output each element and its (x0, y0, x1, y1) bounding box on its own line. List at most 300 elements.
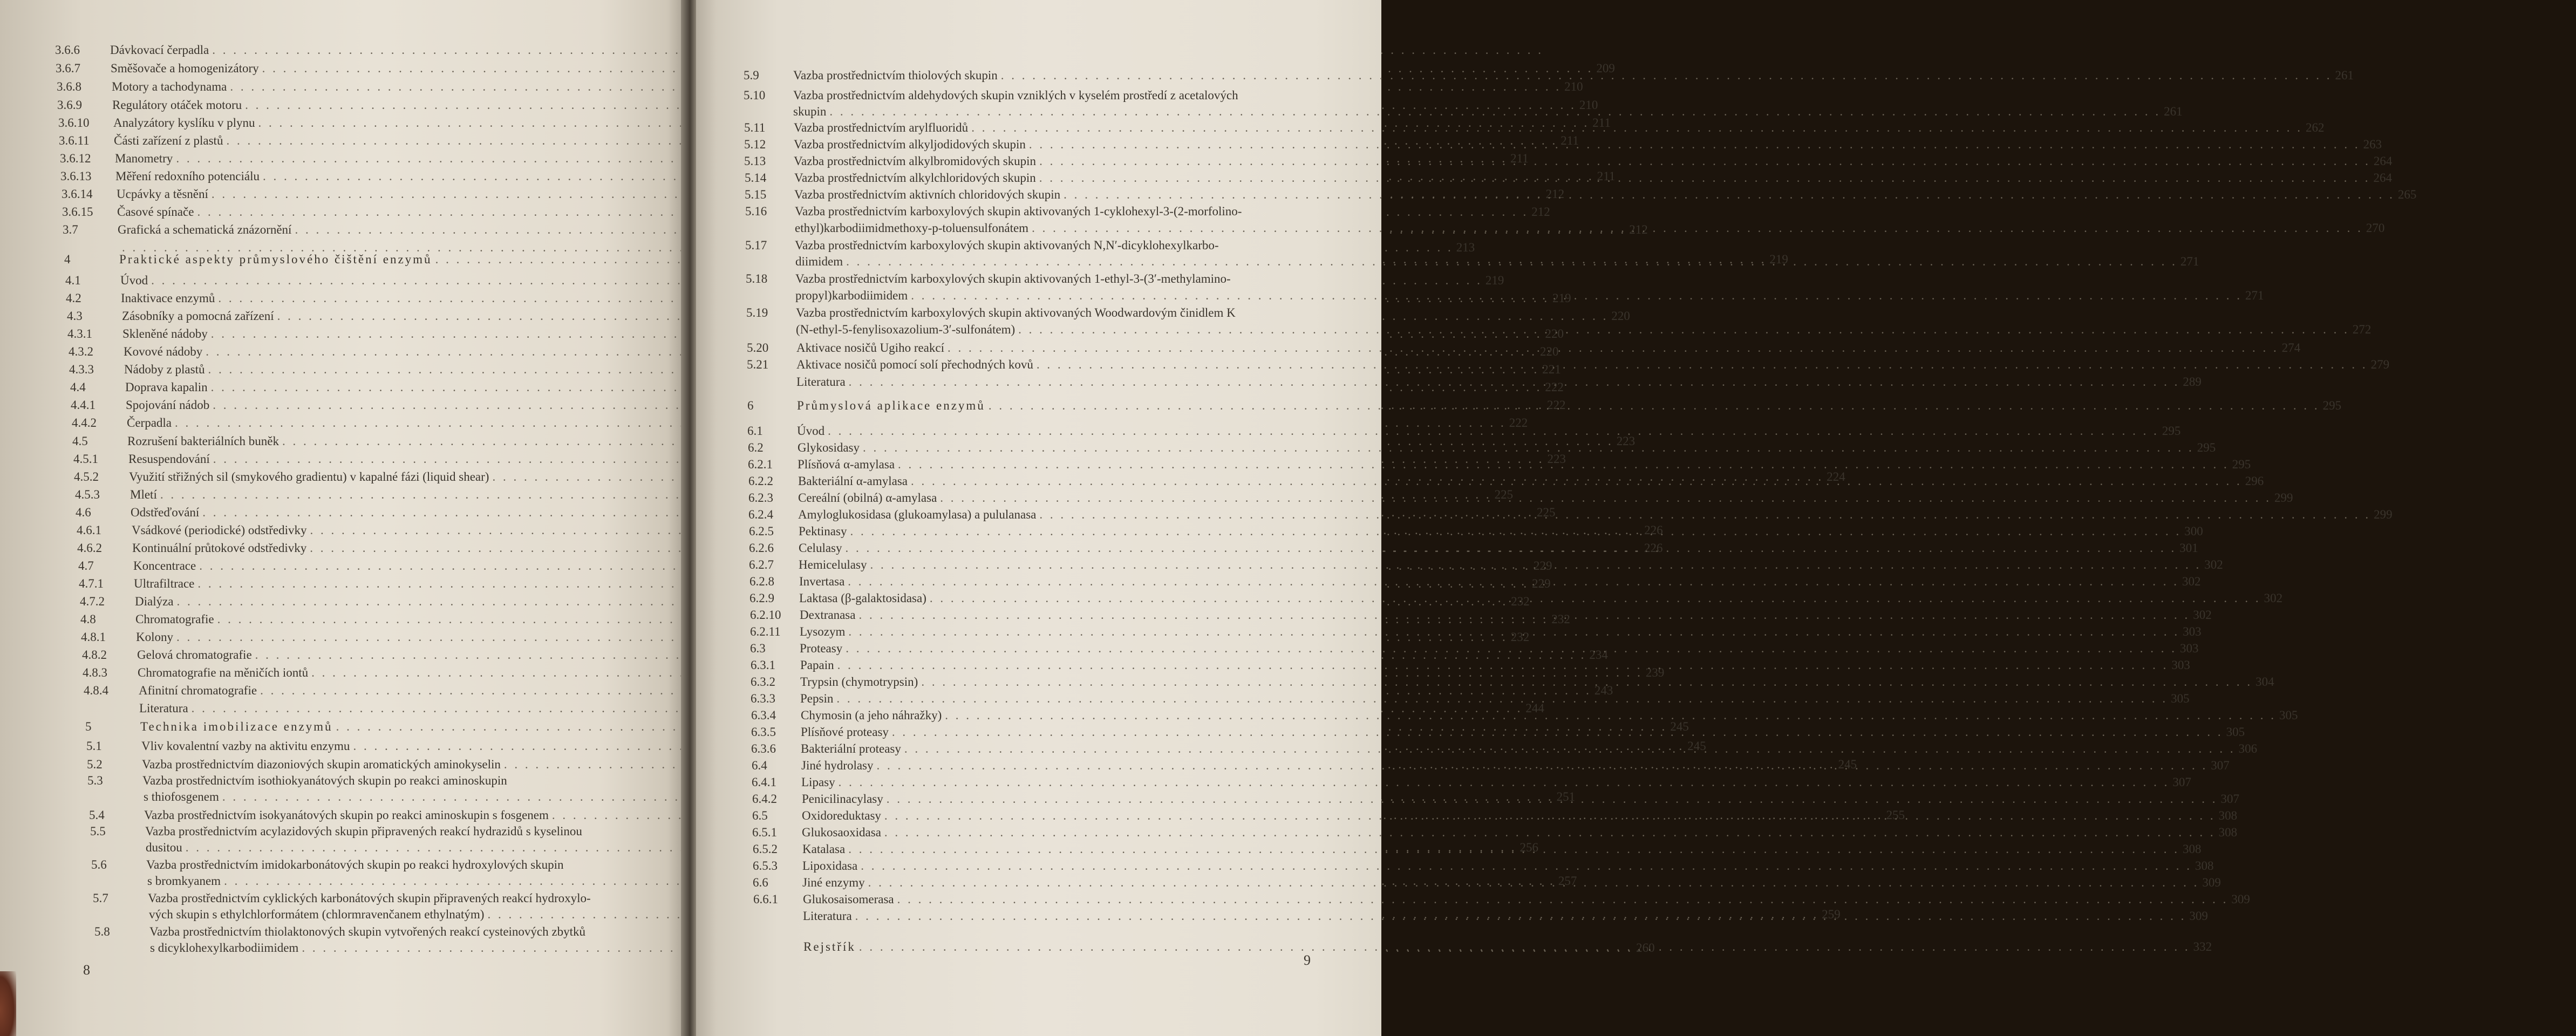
toc-leader-dots (846, 540, 2177, 556)
toc-entry-number: 5.17 (745, 238, 767, 252)
toc-leader-dots (921, 674, 2252, 690)
toc-entry-title: Invertasa (799, 575, 845, 588)
toc-leader-dots (828, 423, 2159, 439)
toc-entry-title: Glykosidasy (798, 441, 860, 454)
toc-entry-page: 222 (1509, 416, 1528, 430)
toc-entry-number: 5.20 (747, 341, 769, 355)
toc-entry-number: 3.6.9 (57, 98, 82, 112)
toc-entry-page: 232 (1551, 612, 1570, 626)
toc-entry-title: Vazba prostřednictvím thiolaktonových skupin vytvořených reakcí cysteinových zbytků (149, 925, 585, 938)
book-gutter (681, 0, 696, 1036)
toc-entry-page: 305 (2171, 692, 2190, 705)
toc-entry-number: 4.3.1 (67, 327, 92, 340)
toc-entry (752, 774, 2191, 790)
toc-entry-title: Části zařízení z plastů (114, 134, 223, 147)
toc-entry-title: Pektinasy (799, 524, 847, 538)
toc-entry (744, 87, 1306, 104)
toc-leader-dots (1039, 507, 2370, 523)
toc-entry-page: 219 (1769, 253, 1788, 266)
toc-entry-number: 6.3.2 (751, 675, 775, 689)
toc-entry-number: 3.6.6 (55, 43, 80, 57)
toc-entry (746, 271, 1308, 287)
toc-entry-title: Analyzátory kyslíku v plynu (113, 116, 255, 130)
toc-entry-page: 211 (1597, 169, 1616, 183)
toc-entry-page: 308 (2218, 826, 2238, 839)
toc-entry-page: 229 (1532, 577, 1551, 590)
toc-entry-number: 6.5.3 (753, 859, 778, 873)
toc-leader-dots (870, 557, 2201, 573)
toc-entry-number: 4.4 (70, 380, 86, 394)
toc-entry-title: Kontinuální průtokové odstředivky (132, 541, 307, 555)
toc-leader-dots (836, 691, 2168, 707)
toc-leader-dots (861, 858, 2192, 874)
toc-leader-dots (948, 340, 2279, 356)
toc-entry-title: dusitou (146, 841, 182, 854)
toc-entry-title: Grafická a schematická znázornění (118, 223, 292, 236)
toc-leader-dots (1037, 357, 2368, 373)
toc-entry-title: Zásobníky a pomocná zařízení (122, 309, 274, 323)
toc-entry-number: 3.6.13 (60, 169, 92, 183)
toc-entry-title: Jiné enzymy (802, 876, 865, 889)
toc-entry-number: 4.8 (80, 612, 96, 626)
toc-entry-number: 4.5 (72, 434, 88, 448)
toc-entry-page: 299 (2274, 491, 2293, 505)
toc-leader-dots (863, 440, 2194, 456)
toc-leader-dots (1032, 220, 2363, 236)
toc-entry-title: Aktivace nosičů pomocí solí přechodných kovů (796, 358, 1033, 371)
toc-entry-title: Kolony (136, 630, 173, 644)
toc-entry-title: Vazba prostřednictvím alkylbromidových skupin (794, 154, 1037, 168)
toc-entry-title: Plísňová α-amylasa (798, 458, 895, 471)
toc-entry-page: 300 (2184, 524, 2203, 538)
toc-entry-number: 5.16 (745, 205, 767, 218)
toc-leader-dots (911, 288, 2242, 304)
toc-entry-number: 4 (64, 253, 71, 266)
toc-entry-title: vých skupin s ethylchlorformátem (chlormravenčanem ethylnatým) (149, 908, 485, 921)
toc-entry-page: 265 (2397, 188, 2417, 201)
toc-entry-title: Regulátory otáček motoru (112, 98, 242, 112)
toc-entry-title: Katalasa (802, 842, 846, 856)
toc-entry-page: 301 (2179, 541, 2198, 555)
toc-entry-number: 5.1 (86, 739, 102, 753)
toc-entry-page: 295 (2322, 399, 2342, 412)
toc-entry-title: Vazba prostřednictvím alkyljodidových skupin (794, 138, 1026, 151)
toc-entry-title: Vazba prostřednictvím alkylchloridových skupin (794, 171, 1036, 185)
toc-entry-title: Glukosaisomerasa (803, 892, 894, 906)
toc-entry-page: 305 (2279, 708, 2298, 722)
toc-entry-page: 219 (1552, 291, 1571, 305)
toc-entry (753, 858, 2214, 874)
toc-entry-number: 4.5.3 (75, 488, 100, 501)
toc-entry-title: Vazba prostřednictvím arylfluoridů (794, 121, 969, 134)
toc-entry-title: Vazba prostřednictvím aldehydových skupin vzniklých v kyselém prostředí z acetalových (793, 88, 1238, 102)
toc-entry-page: 245 (1687, 739, 1706, 753)
toc-entry (94, 924, 696, 940)
toc-entry-number: 5.7 (93, 891, 108, 905)
toc-leader-dots (846, 640, 2177, 657)
toc-entry-title: Jiné hydrolasy (801, 759, 874, 772)
toc-leader-dots (1039, 170, 2370, 186)
toc-entry-title: Literatura (796, 375, 846, 388)
toc-entry-page: 226 (1644, 523, 1663, 537)
toc-entry-title: Glukosaoxidasa (802, 826, 881, 839)
toc-entry-number: 5.4 (89, 808, 105, 822)
toc-entry-number: 5.15 (745, 188, 767, 201)
toc-entry-title: Vazba prostřednictvím thiolových skupin (793, 69, 998, 82)
toc-entry-number: 6.2.4 (748, 508, 773, 521)
toc-leader-dots (848, 841, 2179, 857)
toc-entry-title: Pepsin (800, 692, 834, 705)
toc-entry-number: 6.2.3 (748, 491, 773, 505)
toc-entry-title: Ultrafiltrace (134, 577, 195, 590)
toc-entry-title: Využití střižných sil (smykového gradientu) v kapalné fázi (liquid shear) (129, 470, 489, 483)
toc-entry-page: 289 (2183, 375, 2202, 388)
toc-entry-title: Technika imobilizace enzymů (140, 720, 333, 733)
toc-entry-page: 263 (2363, 138, 2382, 151)
toc-entry-number: 5.19 (746, 306, 768, 319)
toc-entry-title: Chymosin (a jeho náhražky) (801, 708, 942, 722)
toc-entry-title: Vazba prostřednictvím cyklických karbonátových skupin připravených reakcí hydroxylo- (148, 891, 591, 905)
toc-entry-number: 6.6 (753, 876, 768, 889)
toc-leader-dots (911, 473, 2242, 489)
toc-entry-page: 210 (1564, 80, 1583, 93)
toc-entry-number: 6.4.2 (752, 792, 777, 806)
toc-entry-title: diimidem (795, 255, 843, 268)
toc-entry-number: 5.6 (91, 858, 107, 871)
toc-entry-page: 303 (2179, 642, 2199, 655)
toc-entry-title: Cereální (obilná) α-amylasa (798, 491, 937, 505)
toc-entry-number: 6.3.3 (751, 692, 775, 705)
toc-entry-number: 4.4.2 (72, 416, 97, 430)
toc-entry-page: 332 (2193, 940, 2212, 953)
toc-entry-number: 6.3 (750, 642, 766, 655)
toc-entry-page: 270 (2366, 221, 2385, 235)
toc-entry-page: 221 (1542, 363, 1561, 376)
toc-entry-title: ethyl)karbodiimidmethoxy-p-toluensulfonátem (795, 221, 1029, 235)
toc-entry-number: 6.2.9 (749, 591, 774, 605)
toc-entry-page: 304 (2255, 675, 2274, 689)
toc-leader-dots (837, 657, 2169, 673)
toc-leader-dots (930, 590, 2261, 606)
toc-entry-title: Trypsin (chymotrypsin) (800, 675, 918, 689)
toc-entry-title: s bromkyanem (147, 874, 221, 888)
toc-entry-number: 6.2 (748, 441, 764, 454)
toc-leader-dots (877, 758, 2208, 774)
toc-entry-page: 256 (1519, 841, 1538, 854)
toc-entry-number: 3.6.15 (62, 205, 93, 219)
toc-entry-page: 262 (2305, 121, 2325, 134)
toc-entry-title: propyl)karbodiimidem (795, 289, 908, 302)
toc-leader-dots (846, 254, 2177, 270)
toc-entry-page: 225 (1537, 506, 1556, 519)
toc-entry-page: 255 (1886, 808, 1905, 822)
toc-entry-title: Vazba prostřednictvím acylazidových skupin připravených reakcí hydrazidů s kyselinou (145, 824, 582, 838)
toc-entry-title: Měření redoxního potenciálu (115, 169, 260, 183)
toc-entry-number: 5.12 (744, 138, 766, 151)
toc-entry-number: 6.2.6 (749, 541, 774, 555)
toc-entry-number: 5.11 (744, 121, 766, 134)
toc-entry-number: 5.3 (87, 774, 103, 787)
toc-entry-number: 4.7.1 (79, 577, 104, 590)
toc-entry-title: Ucpávky a těsnění (117, 187, 208, 201)
toc-entry-title: Laktasa (β-galaktosidasa) (799, 591, 926, 605)
toc-entry-number: 3.6.11 (59, 134, 90, 147)
page-number-left: 8 (83, 962, 90, 978)
toc-entry-title: Vsádkové (periodické) odstředivky (132, 523, 307, 537)
toc-entry-number: 4.7.2 (80, 595, 105, 608)
toc-leader-dots (887, 791, 2218, 807)
toc-entry-page: 220 (1545, 327, 1564, 340)
toc-entry-page: 213 (1456, 241, 1475, 254)
toc-entry-page: 245 (1670, 720, 1689, 733)
toc-entry-title: Úvod (120, 274, 148, 287)
toc-entry-number: 4.8.4 (84, 684, 108, 697)
toc-leader-dots (884, 824, 2216, 841)
toc-entry-page: 306 (2238, 742, 2258, 755)
toc-entry-page: 309 (2189, 909, 2208, 923)
toc-leader-dots (892, 724, 2223, 740)
toc-entry-number: 5.10 (744, 88, 766, 102)
toc-entry-number: 6.5.2 (753, 842, 778, 856)
toc-entry-number: 6.2.2 (748, 474, 773, 488)
toc-leader-dots (1029, 137, 2360, 153)
toc-entry-page: 220 (1611, 309, 1630, 323)
toc-entry-title: Dextranasa (800, 608, 856, 622)
toc-entry-number: 4.3 (67, 309, 83, 323)
toc-entry-number: 5.18 (746, 272, 768, 285)
toc-entry-title: Směšovače a homogenizátory (111, 62, 259, 75)
toc-entry-number: 6.6.1 (753, 892, 778, 906)
toc-entry-number: 4.7 (78, 559, 94, 572)
toc-entry-number: 6 (747, 399, 754, 412)
toc-entry-title: Celulasy (799, 541, 842, 555)
toc-leader-dots (868, 875, 2199, 891)
toc-entry-title: Vazba prostřednictvím karboxylových skupin aktivovaných 1-cyklohexyl-3-(2-morfolino- (795, 205, 1242, 218)
toc-entry-title: Průmyslová aplikace enzymů (797, 399, 985, 412)
toc-entry-title: skupin (793, 105, 827, 118)
toc-entry (55, 42, 656, 58)
toc-entry (93, 890, 694, 906)
toc-entry-page: 220 (1540, 345, 1559, 358)
toc-entry-title: Skleněné nádoby (122, 327, 208, 340)
toc-entry-page: 305 (2226, 725, 2245, 739)
toc-entry (745, 237, 1307, 254)
toc-entry-title: Vazba prostřednictvím karboxylových skupin aktivovaných Woodwardovým činidlem K (796, 306, 1236, 319)
toc-entry-page: 226 (1644, 541, 1663, 555)
toc-leader-dots (971, 120, 2302, 136)
toc-entry-page: 308 (2195, 859, 2214, 873)
toc-entry-number: 6.4.1 (752, 775, 776, 789)
toc-entry-title: Kovové nádoby (124, 345, 203, 358)
toc-entry-number: 5 (85, 720, 92, 733)
toc-entry-title: Lipoxidasa (802, 859, 858, 873)
toc-entry-page: 308 (2182, 842, 2202, 856)
toc-entry-number: 4.8.2 (82, 648, 107, 662)
toc-entry-page: 212 (1531, 205, 1550, 219)
toc-entry-title: Odstřeďování (131, 506, 200, 519)
toc-entry-page: 211 (1510, 152, 1529, 165)
toc-entry-number: 3.6.7 (56, 62, 80, 75)
toc-entry-page: 244 (1525, 701, 1544, 715)
toc-entry-page: 261 (2164, 105, 2183, 118)
toc-entry-page: 303 (2171, 658, 2190, 672)
toc-entry-page: 211 (1592, 116, 1611, 130)
toc-entry-page: 309 (2231, 892, 2250, 906)
toc-entry-title: Proteasy (800, 642, 843, 655)
toc-entry-title: Literatura (803, 909, 852, 923)
toc-leader-dots (1039, 153, 2370, 169)
toc-entry-page: 229 (1533, 559, 1552, 572)
toc-entry-number: 4.4.1 (71, 398, 96, 412)
toc-entry-number: 3.6.12 (60, 152, 91, 165)
toc-entry-title: Vazba prostřednictvím diazoniových skupin aromatických aminokyselin (142, 758, 501, 771)
toc-entry-page: 302 (2204, 558, 2223, 571)
toc-entry-title: Vliv kovalentní vazby na aktivitu enzymu (141, 739, 350, 753)
toc-leader-dots (1001, 67, 2332, 84)
toc-leader-dots (829, 104, 2161, 120)
toc-entry-title: Spojování nádob (126, 398, 210, 412)
toc-entry-number: 6.2.7 (749, 558, 774, 571)
toc-entry-page: 302 (2193, 608, 2212, 622)
toc-entry-title: Chromatografie na měničích iontů (138, 666, 309, 679)
toc-entry (87, 773, 689, 789)
toc-entry-number: 5.13 (744, 154, 766, 168)
toc-entry-number: 4.3.3 (69, 363, 94, 376)
toc-leader-dots (849, 374, 2180, 390)
toc-entry-title: Bakteriální proteasy (801, 742, 901, 755)
toc-leader-dots (848, 624, 2179, 640)
toc-entry-number: 6.3.1 (751, 658, 775, 672)
toc-entry-page: 223 (1616, 434, 1635, 448)
toc-entry-page: 299 (2374, 508, 2393, 521)
toc-entry-title: Afinitní chromatografie (139, 684, 257, 697)
toc-leader-dots (897, 891, 2229, 908)
toc-entry-title: Inaktivace enzymů (121, 291, 215, 305)
toc-entry (751, 674, 2274, 690)
toc-entry-page: 251 (1556, 790, 1576, 803)
toc-entry-title: Koncentrace (133, 559, 196, 572)
toc-entry-page: 307 (2172, 775, 2191, 789)
toc-leader-dots (1018, 322, 2349, 338)
toc-entry-title: Rejstřík (803, 940, 856, 953)
toc-entry-number: 4.2 (66, 291, 81, 305)
toc-entry-page: 302 (2182, 575, 2201, 588)
toc-entry-title: Čerpadla (127, 416, 172, 430)
toc-entry-number: 4.6.1 (77, 523, 101, 537)
toc-entry-title: Bakteriální α-amylasa (798, 474, 908, 488)
toc-entry-number: 4.5.1 (73, 452, 98, 466)
toc-entry-title: Papain (800, 658, 834, 672)
toc-entry (752, 824, 2238, 841)
toc-entry-title: Chromatografie (135, 612, 214, 626)
toc-entry-title: Manometry (115, 152, 173, 165)
toc-entry (90, 823, 691, 840)
toc-entry-page: 223 (1547, 452, 1566, 466)
toc-entry-page: 210 (1579, 98, 1598, 112)
toc-entry-title: Časové spínače (117, 205, 194, 219)
toc-entry-title: Lipasy (801, 775, 835, 789)
toc-entry-number: 4.8.1 (81, 630, 106, 644)
toc-entry-page: 264 (2373, 154, 2393, 168)
toc-entry-title: Gelová chromatografie (137, 648, 252, 662)
toc-entry-number: 5.8 (94, 925, 110, 938)
toc-leader-dots (898, 456, 2229, 473)
toc-entry-title: Dávkovací čerpadla (110, 43, 209, 57)
toc-entry-page: 222 (1545, 380, 1564, 394)
toc-entry-title: Úvod (797, 424, 825, 438)
toc-entry-number: 4.8.3 (83, 666, 107, 679)
toc-entry-title: Doprava kapalin (125, 380, 208, 394)
toc-entry-title: Vazba prostřednictvím imidokarbonátových skupin po reakci hydroxylových skupin (146, 858, 564, 871)
toc-entry-page: 302 (2264, 591, 2283, 605)
toc-entry-number: 6.3.5 (751, 725, 776, 739)
toc-entry-page: 295 (2197, 441, 2216, 454)
toc-leader-dots (904, 741, 2236, 757)
toc-entry (745, 203, 1307, 220)
toc-entry-number: 5.2 (87, 758, 103, 771)
toc-entry-number: 5.21 (747, 358, 769, 371)
toc-entry-title: (N-ethyl-5-fenylisoxazolium-3′-sulfonátem) (796, 323, 1016, 336)
toc-entry-number: 3.6.8 (57, 80, 81, 93)
toc-entry-page: 272 (2352, 323, 2371, 336)
toc-entry-number: 4.6 (76, 506, 91, 519)
toc-entry-number: 3.6.14 (62, 187, 93, 201)
toc-entry-page: 219 (1485, 274, 1504, 287)
toc-leader-dots (1064, 187, 2395, 203)
toc-entry-title: Hemicelulasy (799, 558, 867, 571)
toc-entry-page: 232 (1511, 595, 1530, 608)
toc-entry-title: Motory a tachodynama (112, 80, 227, 93)
toc-entry-page: 309 (2202, 876, 2221, 889)
toc-entry-title: s dicyklohexylkarbodiimidem (150, 941, 299, 955)
toc-entry-title: Dialýza (135, 595, 174, 608)
toc-entry-title: Vazba prostřednictvím aktivních chloridových skupin (794, 188, 1061, 201)
toc-entry-number: 6.4 (752, 759, 767, 772)
toc-entry-page: 245 (1838, 758, 1857, 771)
toc-entry-page: 295 (2232, 458, 2251, 471)
toc-entry-number: 6.2.1 (748, 458, 773, 471)
toc-entry-number: 6.3.4 (751, 708, 776, 722)
toc-entry-title: Vazba prostřednictvím isokyanátových skupin po reakci aminoskupin s fosgenem (144, 808, 549, 822)
toc-entry-page: 212 (1629, 223, 1648, 236)
toc-entry-title: Lysozym (800, 625, 846, 638)
toc-entry-title: Rozrušení bakteriálních buněk (127, 434, 280, 448)
toc-entry-page: 212 (1545, 187, 1565, 201)
toc-entry-title: s thiofosgenem (144, 790, 219, 803)
toc-entry-page: 225 (1494, 488, 1514, 501)
toc-entry-title: Nádoby z plastů (124, 363, 205, 376)
toc-entry-title: Vazba prostřednictvím isothiokyanátových skupin po reakci aminoskupin (142, 774, 507, 787)
toc-entry-title: Resuspendování (128, 452, 210, 466)
toc-entry-page: 303 (2183, 625, 2202, 638)
toc-entry-number: 6.2.5 (749, 524, 774, 538)
toc-entry-number: 6.5.1 (752, 826, 777, 839)
toc-entry-page: 307 (2220, 792, 2239, 806)
toc-entry (751, 691, 2190, 707)
toc-entry-page: 222 (1547, 398, 1566, 412)
toc-entry-page: 271 (2180, 255, 2199, 268)
toc-leader-dots (848, 574, 2179, 590)
toc-leader-dots (989, 398, 2320, 414)
toc-entry-page: 261 (2335, 69, 2354, 82)
toc-entry-number: 4.3.2 (69, 345, 93, 358)
toc-entry-title: Plísňové proteasy (801, 725, 889, 739)
thumb-shadow (0, 971, 16, 1036)
toc-entry (91, 857, 692, 873)
toc-entry-page: 234 (1589, 648, 1608, 662)
toc-entry-page: 259 (1822, 908, 1841, 921)
toc-entry-page: 296 (2245, 474, 2264, 488)
